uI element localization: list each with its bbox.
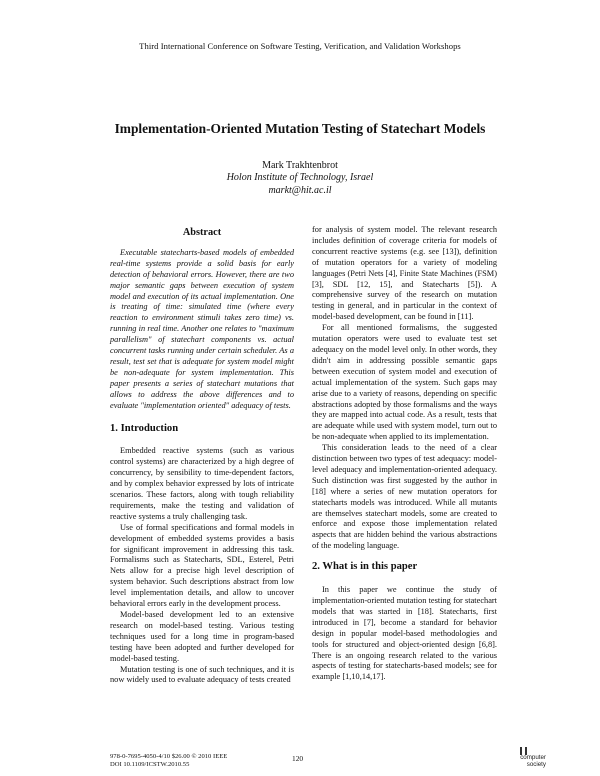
logo-line-computer: computer (520, 754, 546, 761)
computer-society-logo (498, 746, 546, 768)
intro-paragraph-4-continued: for analysis of system model. The relevant research includes definition of coverage criteria for models of concurrent reactive systems (e.g. see [13]), definition of mutation operators for a variety of modeling languages (Petri Nets [4], Finite State Machines (FSM) [3], SDL [12, 15], and Statecharts [5]). A comprehensive survey of the research on mutation testing in general, and in particular in the context of model-based development, can be found in [11]. (312, 225, 497, 322)
logo-line-society: society (526, 760, 546, 768)
abstract-heading: Abstract (182, 227, 222, 238)
author-block (0, 160, 600, 197)
intro-paragraph-1: Embedded reactive systems (such as various control systems) are characterized by a high degree of concurrency, by sensibility to time-dependent factors, and by complex behavior expressed by lots of intricate scenarios. These factors, along with tough reliability requirements, make the testing and validation of reactive systems a truly challenging task. (110, 446, 294, 521)
footer-doi: DOI 10.1109/ICSTW.2010.55 (110, 761, 190, 769)
section-heading-introduction: 1. Introduction (110, 422, 179, 434)
author-email[interactable]: markt@hit.ac.il (268, 184, 332, 196)
author-affiliation: Holon Institute of Technology, Israel (226, 172, 374, 184)
left-column (110, 228, 294, 686)
intro-paragraph-5: For all mentioned formalisms, the suggested mutation operators were used to evaluate test set adequacy on the model level only. In other words, they didn't aim in addressing possible semantic gaps between execution of system model and execution of actual implementation of the system. Such gaps may arise due to a variety of reasons, depending on specific abstractions adopted by those formalisms and the ways they are mapped into actual code. As a result, tests that are adequate while used with system model, turn out to be non-adequate when applied to its implementation. (312, 323, 497, 442)
conference-header: Third International Conference on Software Testing, Verification, and Validation Workshops (139, 41, 461, 51)
footer-copyright (110, 753, 227, 770)
footer-isbn: 978-0-7695-4050-4/10 $26.00 © 2010 IEEE (110, 753, 228, 760)
logo-text (498, 755, 546, 768)
author-name: Mark Trakhtenbrot (262, 160, 338, 171)
right-column (312, 225, 497, 683)
what-paragraph-1: In this paper we continue the study of implementation-oriented mutation testing for statechart models that was started in [18]. Statecharts, first introduced in [7], become a standard for behavior design in popular model-based methodologies and tools for structured and object-oriented design [6,8]. There is an ongoing research related to the various aspects of testing for statecharts-based models; see for example [1,10,14,17]. (312, 585, 497, 682)
page-number: 120 (292, 754, 304, 763)
paper-title: Implementation-Oriented Mutation Testing of Statechart Models (114, 121, 486, 136)
intro-paragraph-3: Model-based development led to an extensive research on model-based testing. Various testing techniques used for a long time in program-based testing have been adopted and further developed for model-based testing. (110, 610, 294, 663)
intro-paragraph-2: Use of formal specifications and formal models in development of embedded systems provides a basis for significant improvement in addressing this task. Formalisms such as Statecharts, SDL, Esterel, Petri Nets allow for a precise high level description of system behavior. Such descriptions abstract from low level implementation details, and allow to uncover behavioral errors early in the development process. (110, 522, 294, 609)
intro-paragraph-4: Mutation testing is one of such techniques, and it is now widely used to evaluate adequacy of tests created (110, 664, 294, 685)
intro-paragraph-6: This consideration leads to the need of a clear distinction between two types of test adequacy: model-level adequacy and implementation-oriented adequacy. Such distinction was first suggested by the author in [18] where a series of new mutation operators for statecharts models was introduced. While all mutants are themselves statechart models, some are created to enforce and expose those implementation related aspects that are hidden behind the various abstractions of the modeling language. (312, 443, 497, 551)
section-heading-what-is-in-this-paper: 2. What is in this paper (312, 561, 418, 573)
abstract-text: Executable statecharts-based models of embedded real-time systems provide a solid basis for early detection of behavioral errors. However, there are two major semantic gaps between execution of system model and execution of its actual implementation. One is treating of time: simulated time (where every reaction to environment stimuli takes zero time) vs. running in real time. Another one relates to "maximum parallelism" of statechart components vs. actual concurrent tasks running under certain scheduler. As a result, test set that is adequate for system model might be non-adequate for system implementation. This paper presents a series of statechart mutations that allows to address the above differences and to evaluate "implementation oriented" adequacy of tests. (110, 247, 294, 410)
